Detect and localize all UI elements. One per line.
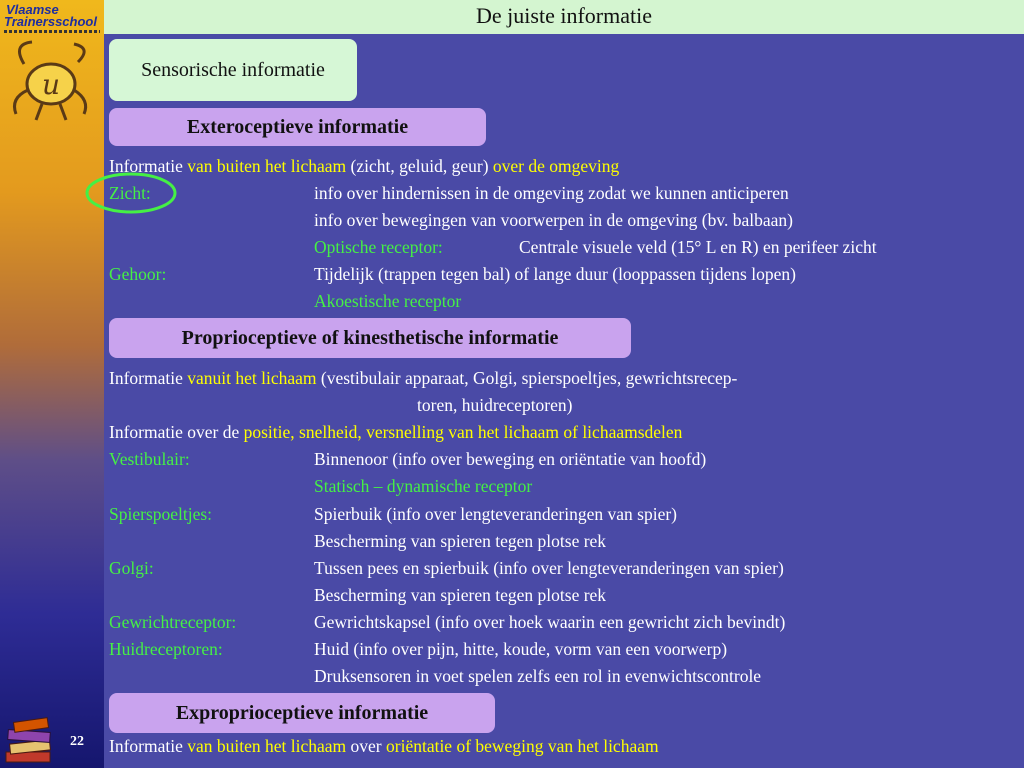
books-icon — [2, 712, 60, 766]
text: Informatie — [109, 156, 188, 176]
proprio-over — [109, 422, 682, 443]
logo-line2: Trainersschool — [4, 14, 97, 29]
expro-intro — [109, 736, 659, 757]
extero-intro — [109, 156, 619, 177]
proprio-intro-cont: toren, huidreceptoren) — [417, 395, 573, 415]
huid-label: Huidreceptoren: — [109, 639, 223, 659]
huid-text-2: Druksensoren in voet spelen zelfs een rol in evenwichtscontrole — [314, 666, 762, 686]
sensorische-box: Sensorische informatie — [109, 39, 357, 101]
mascot-icon — [4, 40, 98, 122]
highlight: vanuit het lichaam — [187, 368, 317, 388]
vest-label: Vestibulair: — [109, 449, 190, 469]
extero-heading: Exteroceptieve informatie — [109, 108, 486, 146]
gehoor-text: Tijdelijk (trappen tegen bal) of lange duur (looppassen tijdens lopen) — [314, 264, 796, 284]
logo-subtitle-strip — [4, 30, 100, 33]
zicht-line-2: info over bewegingen van voorwerpen in de omgeving (bv. balbaan) — [314, 210, 793, 230]
vest-text: Binnenoor (info over beweging en oriëntatie van hoofd) — [314, 449, 707, 469]
spier-text: Spierbuik (info over lengteveranderingen van spier) — [314, 504, 677, 524]
optic-text: Centrale visuele veld (15° L en R) en perifeer zicht — [519, 237, 877, 257]
zicht-label: Zicht: — [109, 183, 151, 203]
spier-label: Spierspoeltjes: — [109, 504, 213, 524]
svg-text:u: u — [41, 68, 61, 101]
text: (vestibulair apparaat, Golgi, spierspoeltjes, gewrichtsrecep- — [316, 368, 738, 388]
highlight: positie, snelheid, versnelling van het lichaam of lichaamsdelen — [243, 422, 683, 442]
text: (zicht, geluid, geur) — [346, 156, 493, 176]
page-number: 22 — [70, 734, 84, 749]
spier-text-2: Bescherming van spieren tegen plotse rek — [314, 531, 607, 551]
expro-heading: Exproprioceptieve informatie — [109, 693, 495, 733]
logo — [2, 2, 102, 42]
proprio-intro — [109, 368, 737, 389]
logo-line1: Vlaamse — [6, 2, 59, 17]
highlight: van buiten het lichaam — [187, 156, 347, 176]
gehoor-label: Gehoor: — [109, 264, 167, 284]
highlight: over de omgeving — [492, 156, 620, 176]
text: Informatie — [109, 736, 188, 756]
highlight: oriëntatie of beweging van het lichaam — [386, 736, 659, 756]
statisch-text: Statisch – dynamische receptor — [314, 476, 533, 496]
huid-text: Huid (info over pijn, hitte, koude, vorm van een voorwerp) — [314, 639, 728, 659]
gewricht-label: Gewrichtreceptor: — [109, 612, 237, 632]
text: Informatie over de — [109, 422, 244, 442]
golgi-text: Tussen pees en spierbuik (info over lengteveranderingen van spier) — [314, 558, 784, 578]
page-title: De juiste informatie — [476, 3, 652, 28]
proprio-heading: Proprioceptieve of kinesthetische informatie — [109, 318, 631, 358]
text: over — [346, 736, 386, 756]
golgi-label: Golgi: — [109, 558, 154, 578]
sidebar — [0, 0, 104, 768]
golgi-text-2: Bescherming van spieren tegen plotse rek — [314, 585, 607, 605]
text: Informatie — [109, 368, 188, 388]
highlight: van buiten het lichaam — [187, 736, 347, 756]
zicht-line-1: info over hindernissen in de omgeving zodat we kunnen anticiperen — [314, 183, 789, 203]
akoest-text: Akoestische receptor — [314, 291, 462, 311]
gewricht-text: Gewrichtskapsel (info over hoek waarin een gewricht zich bevindt) — [314, 612, 786, 632]
optic-label: Optische receptor: — [314, 237, 443, 257]
